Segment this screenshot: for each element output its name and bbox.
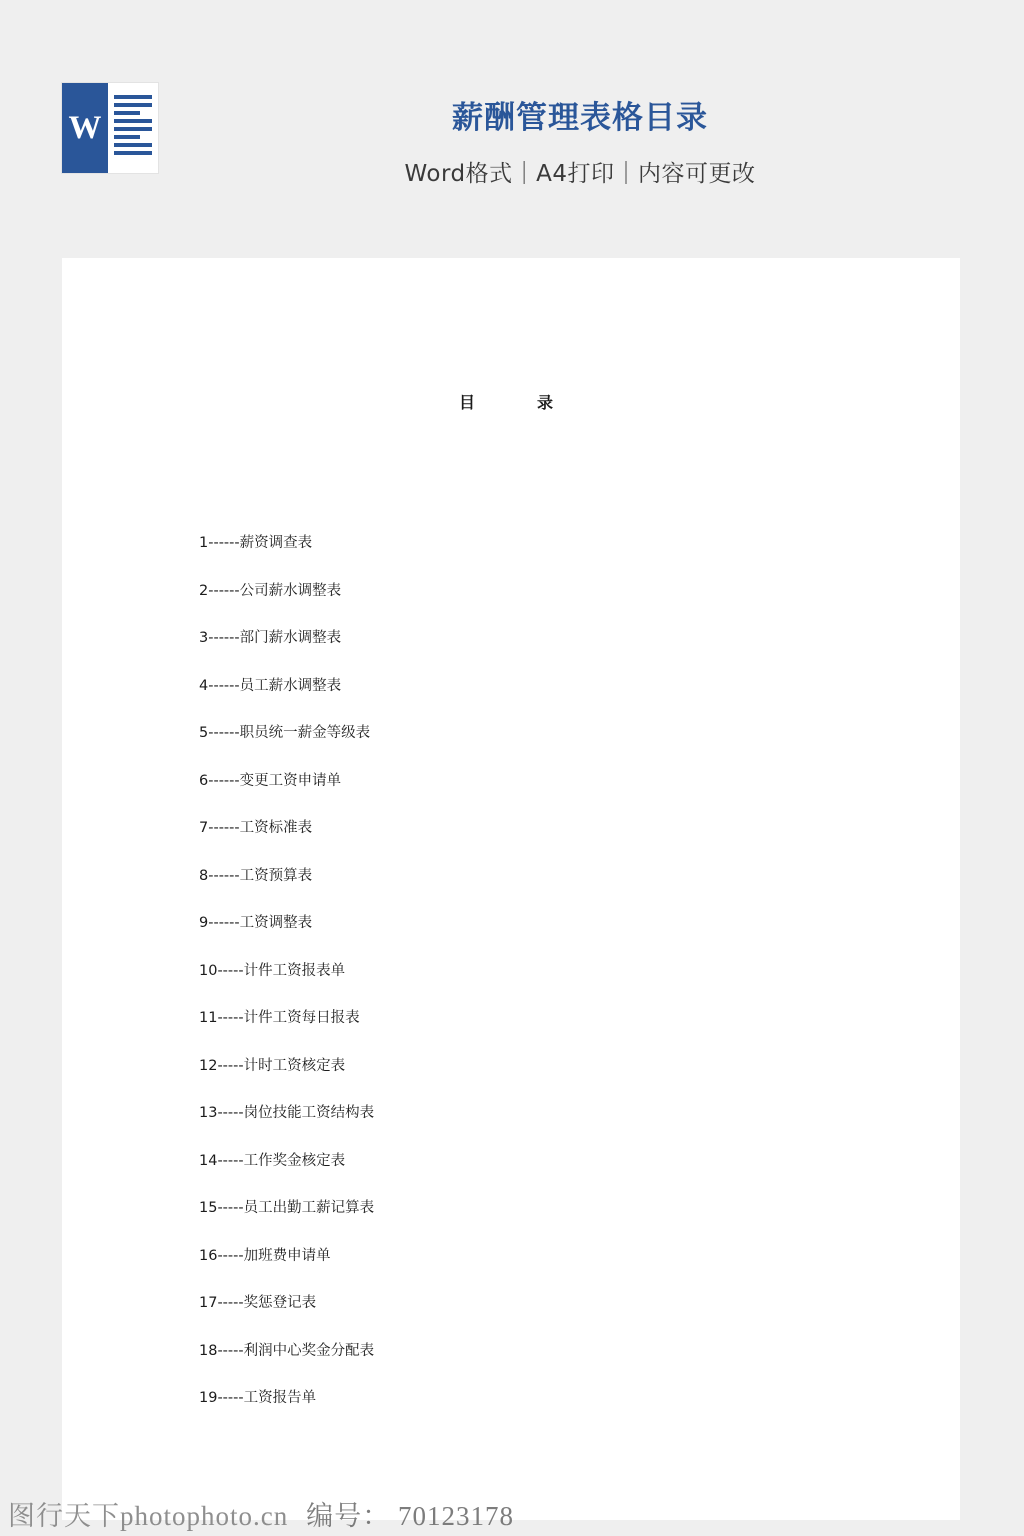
list-item: 6------变更工资申请单: [199, 772, 342, 789]
watermark-site: 图行天下photophoto.cn: [8, 1500, 289, 1531]
toc-list: [199, 536, 899, 1439]
list-item: 7------工资标准表: [199, 820, 313, 836]
list-item: 9------工资调整表: [199, 915, 313, 931]
list-item: 13-----岗位技能工资结构表: [199, 1105, 375, 1121]
word-logo-letter: W: [62, 83, 108, 173]
list-item: 8------工资预算表: [199, 867, 313, 884]
toc-heading: 目 录: [458, 393, 563, 412]
list-item: 3------部门薪水调整表: [199, 630, 342, 646]
word-document-icon: [62, 83, 158, 173]
page-header: [0, 0, 1024, 258]
watermark-code: 编号： 70123178: [306, 1500, 514, 1531]
list-item: 10-----计件工资报表单: [199, 962, 346, 979]
list-item: 19-----工资报告单: [199, 1390, 317, 1406]
page-title: 薪酬管理表格目录: [452, 100, 708, 136]
list-item: 12-----计时工资核定表: [199, 1057, 346, 1074]
list-item: 17-----奖惩登记表: [199, 1295, 317, 1311]
list-item: 14-----工作奖金核定表: [199, 1152, 346, 1169]
list-item: 16-----加班费申请单: [199, 1247, 331, 1264]
document-page: [62, 258, 960, 1520]
document-lines-icon: [114, 95, 152, 161]
list-item: 4------员工薪水调整表: [199, 677, 342, 694]
list-item: 1------薪资调查表: [199, 535, 313, 551]
list-item: 11-----计件工资每日报表: [199, 1010, 360, 1026]
list-item: 5------职员统一薪金等级表: [199, 725, 371, 741]
list-item: 18-----利润中心奖金分配表: [199, 1342, 375, 1359]
header-title-block: [200, 92, 960, 188]
page-subtitle: Word格式｜A4打印｜内容可更改: [404, 161, 756, 187]
list-item: 2------公司薪水调整表: [199, 582, 342, 599]
list-item: 15-----员工出勤工薪记算表: [199, 1200, 375, 1216]
watermark-bar: [0, 1490, 1024, 1536]
